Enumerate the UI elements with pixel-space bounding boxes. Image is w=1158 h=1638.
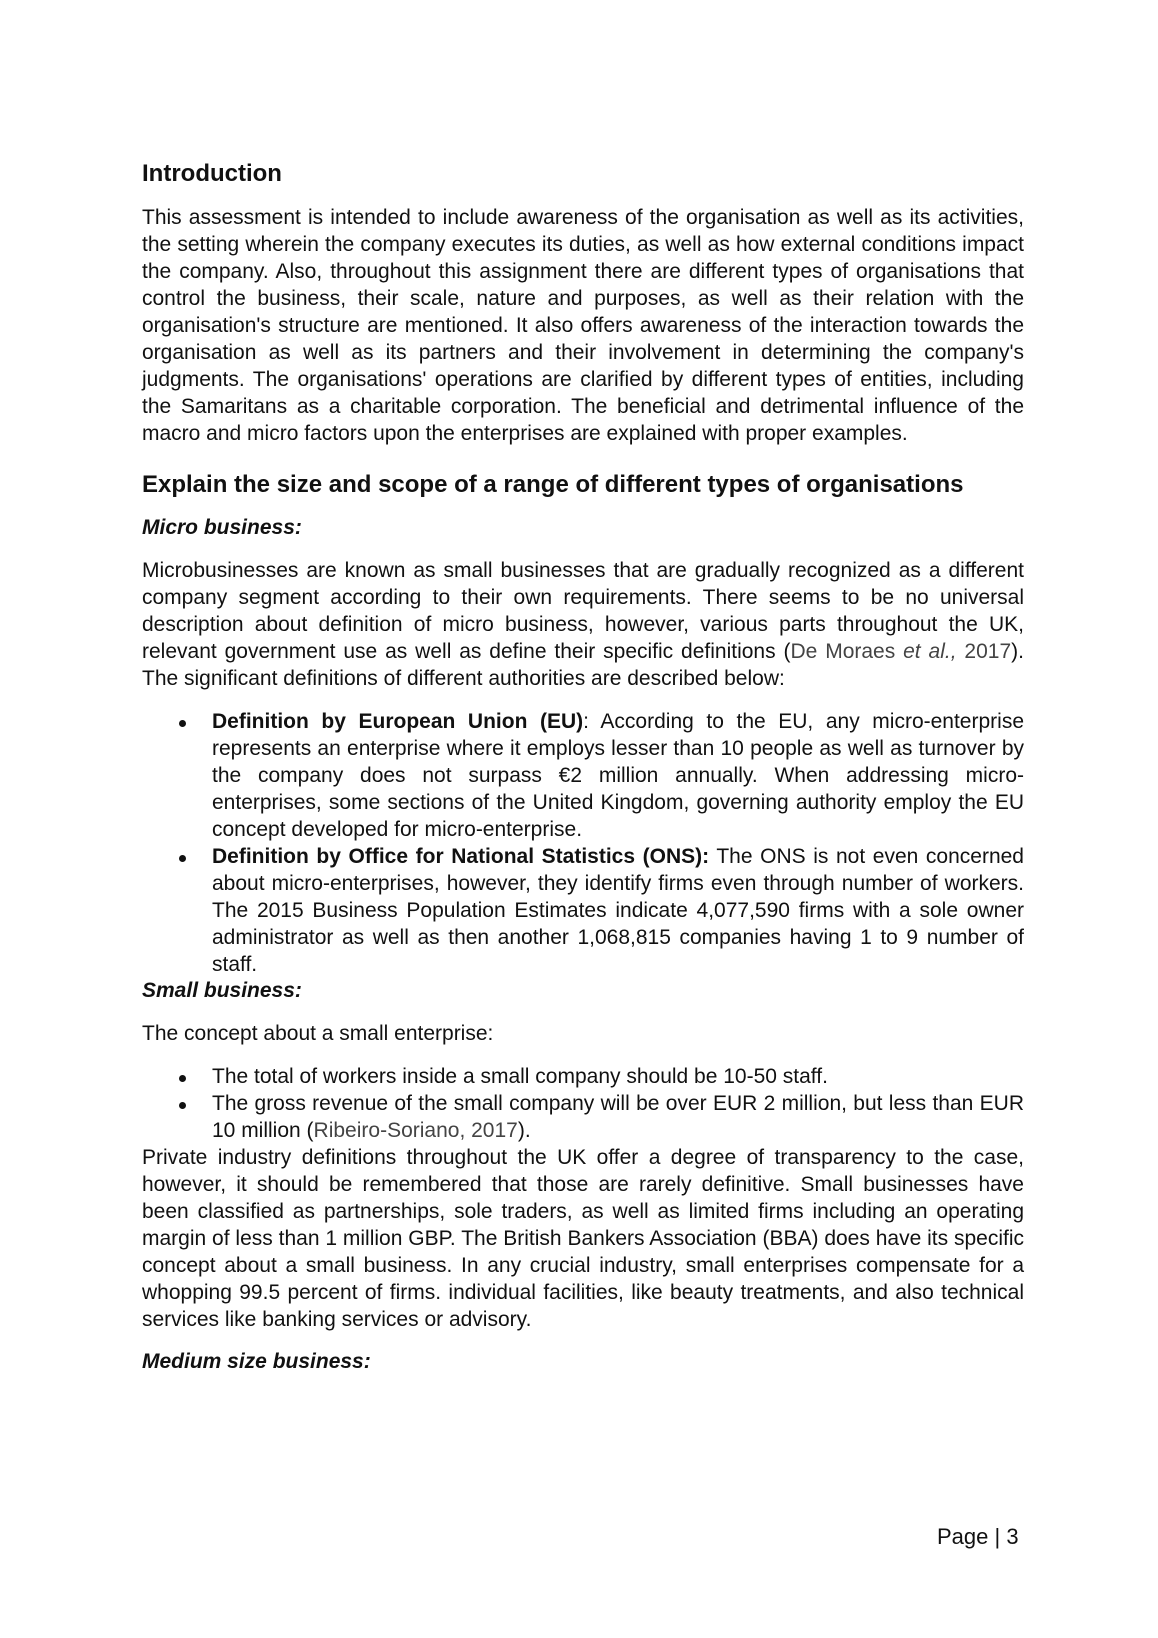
list-item: The total of workers inside a small company should be 10-50 staff. [142,1063,1024,1090]
list-item: The gross revenue of the small company will be over EUR 2 million, but less than EUR 10 million (Ribeiro-Soriano, 2017). [142,1090,1024,1144]
page-number: Page | 3 [937,1524,1019,1549]
bullet-icon [179,855,186,862]
micro-business-heading: Micro business: [142,516,302,539]
micro-business-paragraph [142,557,1024,692]
introduction-paragraph: This assessment is intended to include awareness of the organisation as well as its activities, the setting wherein the company executes its duties, as well as how external conditions impact the company. Also, throughout this assignment there are different types of organisations that control the business, their scale, nature and purposes, as well as their relation with the organisation's structure are mentioned. It also offers awareness of the interaction towards the organisation as well as its partners and their involvement in determining the company's judgments. The organisations' operations are clarified by different types of entities, including the Samaritans as a charitable corporation. The beneficial and detrimental influence of the macro and micro factors upon the enterprises are explained with proper examples. [142,206,1024,445]
micro-para-text-1: Microbusinesses are known as small businesses that are gradually recognized as a different company segment according to their own requirements. There seems to be no universal description about definition of micro business, however, various parts throughout the UK, relevant government use as well as define their specific definitions ( [142,559,1024,663]
citation-ribeiro-soriano: Ribeiro-Soriano, 2017 [313,1119,518,1142]
small-business-intro: The concept about a small enterprise: [142,1022,494,1045]
bullet-icon [179,1075,186,1082]
bullet-icon [179,720,186,727]
micro-definitions-list [142,708,1024,978]
definition-text: : According to the EU, any micro-enterprise represents an enterprise where it employs lesser than 10 people as well as turnover by the company does not surpass €2 million annually. When addressing micro-enterprises, some sections of the United Kingdom, governing authority employ the EU concept developed for micro-enterprise. [212,710,1024,841]
definition-term: Definition by Office for National Statistics (ONS): [212,845,710,868]
list-item [142,843,1024,978]
small-business-list [142,1063,1024,1144]
list-item [142,708,1024,843]
micro-para-text-2: ). The significant definitions of different authorities are described below: [142,640,1024,690]
section-heading: Explain the size and scope of a range of different types of organisations [142,471,964,498]
document-page [142,160,1024,1391]
definition-term: Definition by European Union (EU) [212,710,584,733]
introduction-heading: Introduction [142,160,282,187]
citation-de-moraes: De Moraes et al., 2017 [790,640,1012,663]
medium-business-heading: Medium size business: [142,1350,371,1373]
bullet-icon [179,1102,186,1109]
small-business-heading: Small business: [142,979,302,1002]
definition-text: The ONS is not even concerned about micro-enterprises, however, they identify firms even through number of workers. The 2015 Business Population Estimates indicate 4,077,590 firms with a sole owner administrator as well as then another 1,068,815 companies having 1 to 9 number of staff. [212,845,1024,976]
small-business-paragraph: Private industry definitions throughout the UK offer a degree of transparency to the case, however, it should be remembered that those are rarely definitive. Small businesses have been classified as partnerships, sole traders, as well as limited firms including an operating margin of less than 1 million GBP. The British Bankers Association (BBA) does have its specific concept about a small business. In any crucial industry, small enterprises compensate for a whopping 99.5 percent of firms. individual facilities, like beauty treatments, and also technical services like banking services or advisory. [142,1146,1024,1331]
